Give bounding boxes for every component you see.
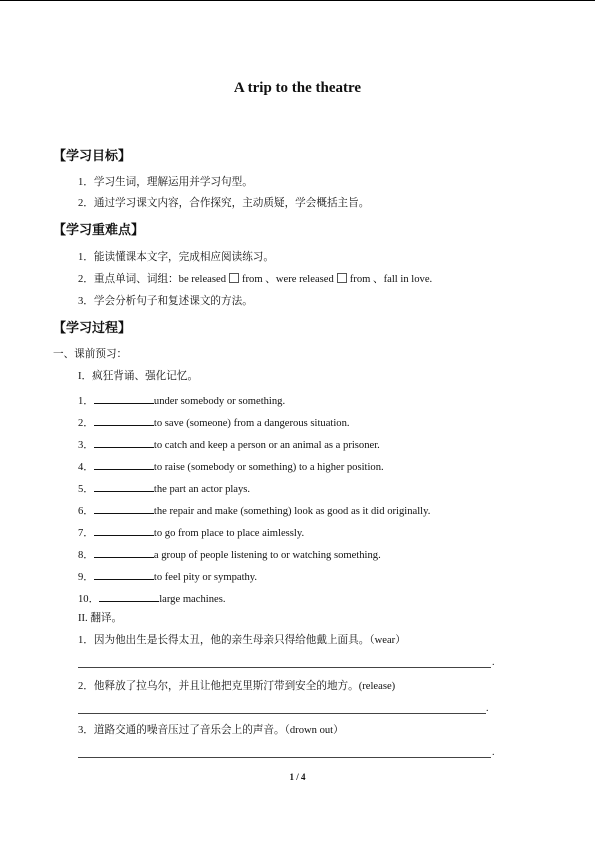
vocab-item: 6． the repair and make (something) look as good as it did originally. — [78, 503, 430, 519]
answer-blank[interactable] — [94, 503, 154, 514]
section-key-points-heading: 【学习重难点】 — [53, 222, 145, 237]
vocab-item: 8． a group of people listening to or watching something. — [78, 547, 381, 563]
blank-box — [337, 273, 347, 283]
translation-item-1: 1．因为他出生是长得太丑，他的亲生母亲只得给他戴上面具。（wear） — [78, 635, 406, 646]
translation-answer-line[interactable] — [78, 667, 491, 668]
key-point-item-2: 2．重点单词、词组：be released from 、were released from 、fall in love. — [78, 274, 433, 285]
key-point-item-1: 1．能读懂课本文字，完成相应阅读练习。 — [78, 252, 274, 263]
answer-blank[interactable] — [94, 569, 154, 580]
vocab-item: 4． to raise (somebody or something) to a higher position. — [78, 459, 384, 475]
answer-blank[interactable] — [94, 415, 154, 426]
goal-item-1: 1．学习生词，理解运用并学习句型。 — [78, 177, 253, 188]
section-goals-heading: 【学习目标】 — [53, 148, 132, 163]
translation-answer-line[interactable] — [78, 713, 486, 714]
period-mark: . — [492, 657, 495, 668]
page-number: 1 / 4 — [289, 772, 306, 782]
answer-blank[interactable] — [94, 525, 154, 536]
key-point-item-3: 3．学会分析句子和复述课文的方法。 — [78, 296, 253, 307]
answer-blank[interactable] — [94, 481, 154, 492]
vocab-item: 2． to save (someone) from a dangerous situation. — [78, 415, 350, 431]
part-1-heading: 一、课前预习： — [53, 349, 128, 360]
translation-answer-line[interactable] — [78, 757, 491, 758]
translation-item-2: 2．他释放了拉乌尔，并且让他把克里斯汀带到安全的地方。(release) — [78, 681, 396, 692]
period-mark: . — [492, 747, 495, 758]
vocab-item: 3． to catch and keep a person or an animal as a prisoner. — [78, 437, 380, 453]
vocab-item: 1． under somebody or something. — [78, 393, 285, 409]
subsection-1-heading: I．疯狂背诵、强化记忆。 — [78, 371, 199, 382]
vocab-item: 9． to feel pity or sympathy. — [78, 569, 257, 585]
period-mark: . — [486, 703, 489, 714]
document-title: A trip to the theatre — [233, 80, 362, 96]
header-rule — [0, 0, 595, 1]
section-process-heading: 【学习过程】 — [53, 320, 132, 335]
vocab-item: 7． to go from place to place aimlessly. — [78, 525, 304, 541]
goal-item-2: 2．通过学习课文内容，合作探究，主动质疑，学会概括主旨。 — [78, 198, 370, 209]
blank-box — [229, 273, 239, 283]
vocab-item: 10． large machines. — [78, 591, 225, 607]
translation-item-3: 3．道路交通的噪音压过了音乐会上的声音。（drown out） — [78, 725, 344, 736]
answer-blank[interactable] — [94, 393, 154, 404]
answer-blank[interactable] — [94, 437, 154, 448]
vocab-item: 5． the part an actor plays. — [78, 481, 250, 497]
subsection-2-heading: II. 翻译。 — [78, 613, 123, 624]
answer-blank[interactable] — [94, 547, 154, 558]
answer-blank[interactable] — [99, 591, 159, 602]
answer-blank[interactable] — [94, 459, 154, 470]
